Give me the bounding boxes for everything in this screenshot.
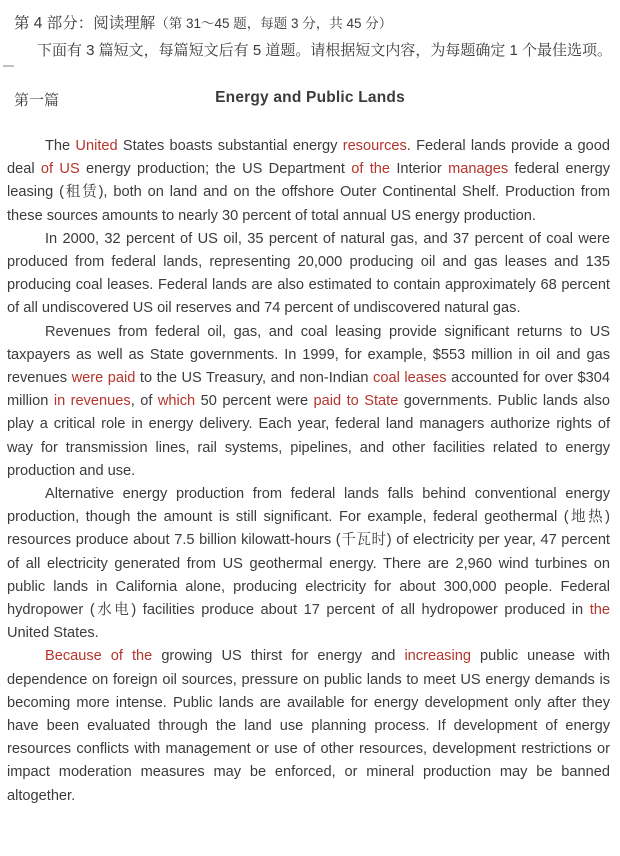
scan-red-text: of US <box>40 161 80 178</box>
passage-paragraph <box>7 645 610 807</box>
passage-text: federal energy leasing (租赁), both on land and on the offshore Outer Continental Shelf. Production from these sources amounts to nearly 30 percent of total annual US energy production. <box>7 161 611 224</box>
passage-header <box>0 89 620 111</box>
passage-text: 50 percent were <box>195 393 314 410</box>
scan-red-text: of the <box>351 161 391 178</box>
passage-text: . Federal lands provide a good deal <box>7 138 610 178</box>
scan-red-text: coal leases <box>373 370 447 387</box>
passage-text: public unease with dependence on foreign oil sources, pressure on public lands to meet US energy demands is becoming more intense. Public lands are available for energy development only after they have been evaluated through the land use planning process. If development of energy resources conflicts with management or use of other resources, development restrictions or impact moderation measures may be enforced, or mineral production may be banned altogether. <box>7 648 610 804</box>
passage-text: governments. Public lands also play a critical role in energy delivery. Each year, federal land managers authorize rights of way for transmission lines, rail systems, pipelines, and other facilities related to energy production and use. <box>7 393 610 479</box>
scan-red-text: were paid <box>71 370 136 387</box>
passage-text: , of <box>130 393 158 410</box>
scan-red-text: increasing <box>404 648 471 665</box>
section-detail: （第 31～45 题，每题 3 分，共 45 分） <box>155 16 393 31</box>
scan-red-text: United <box>75 138 118 154</box>
passage-paragraph <box>7 228 610 321</box>
scan-red-text: which <box>157 393 196 410</box>
scan-red-text: the <box>589 602 610 619</box>
passage-body <box>7 135 610 808</box>
section-instructions: 下面有 3 篇短文，每篇短文后有 5 道题。请根据短文内容，为每题确定 1 个最佳选项。 <box>37 42 613 59</box>
section-heading <box>0 0 620 35</box>
passage-text: energy production; the US Department <box>79 161 352 178</box>
passage-label: 第一篇 <box>14 92 60 109</box>
passage-text: Interior <box>390 161 449 178</box>
scan-artifact-mark <box>3 65 14 67</box>
passage-text: States boasts substantial energy <box>117 138 343 154</box>
scan-red-text: in revenues <box>53 393 131 410</box>
passage-text: Alternative energy production from federal lands falls behind conventional energy production, though the amount is still significant. For example, federal geothermal (地热) resources produce about 7.5 billion kilowatt-hours (千瓦时) of electricity per year, 47 percent of all electricity generated from US geothermal energy. There are 2,960 wind turbines on public lands in California alone, producing electricity for about 300,000 people. Federal hydropower (水电) facilities produce about 17 percent of all hydropower produced in <box>7 486 610 619</box>
passage-text: In 2000, 32 percent of US oil, 35 percent of natural gas, and 37 percent of coal were produced from federal lands, representing 20,000 producing oil and gas leases and 135 producing coal leases. Federal lands are also estimated to contain approximately 68 percent of all undiscovered US oil reserves and 74 percent of undiscovered natural gas. <box>7 230 610 317</box>
scan-red-text: manages <box>448 161 509 178</box>
passage-text: The <box>45 138 76 154</box>
passage-paragraph <box>7 321 610 483</box>
passage-text: United States. <box>7 625 99 642</box>
section-title: 第 4 部分：阅读理解 <box>14 15 156 32</box>
scan-red-text: resources <box>342 138 407 154</box>
passage-paragraph <box>7 135 610 228</box>
passage-text: growing US thirst for energy and <box>152 648 405 665</box>
scan-red-text: paid to State <box>313 393 399 410</box>
passage-text: Revenues from federal oil, gas, and coal leasing provide significant returns to US taxpayers as well as State governments. In 1999, for example, $553 million in oil and gas revenues <box>7 323 610 387</box>
scan-red-text: Because of the <box>45 648 153 665</box>
passage-paragraph <box>7 483 610 645</box>
passage-text: to the US Treasury, and non-Indian <box>135 370 374 387</box>
passage-title: Energy and Public Lands <box>215 89 405 106</box>
passage-text: accounted for over $304 million <box>7 370 611 410</box>
